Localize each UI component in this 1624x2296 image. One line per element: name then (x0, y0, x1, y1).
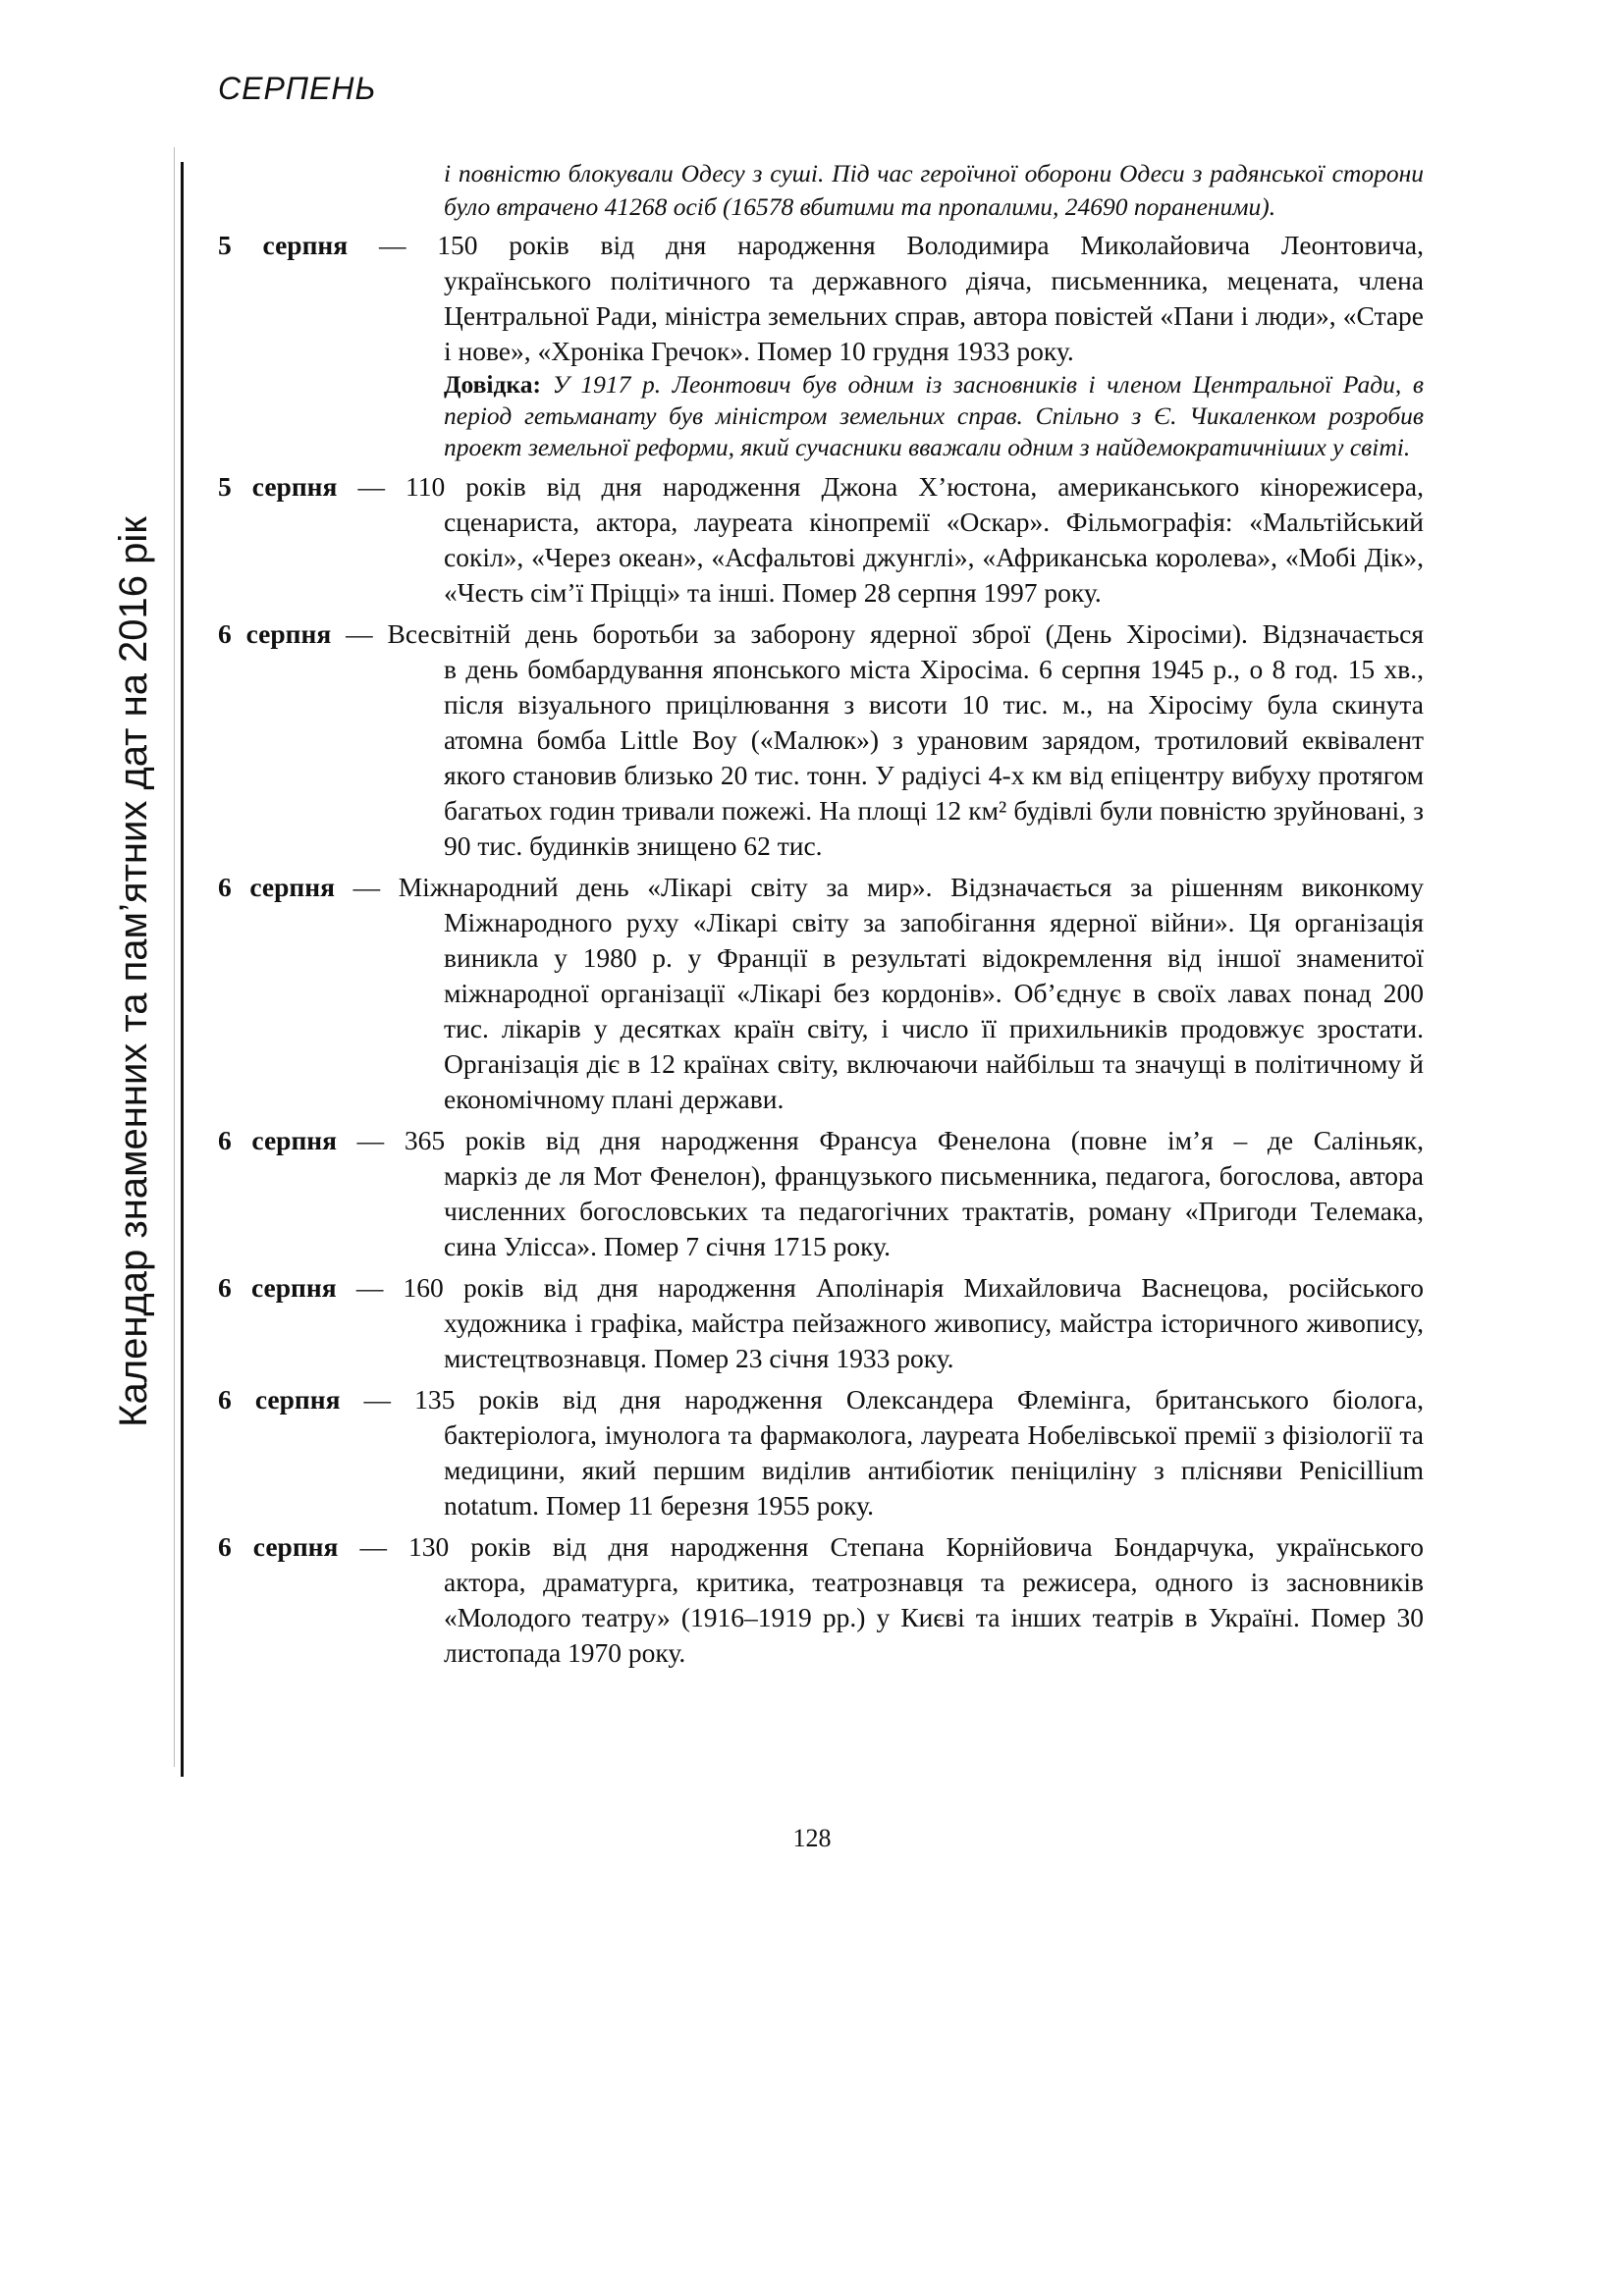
entry-text: бактеріолога, імунолога та фармаколога, лауреата Нобелівської премії з фізіології та медицини, який першим виділив антибіотик пеніциліну з плісняви Penicillium notatum. Помер 11 березня 1955 року. (444, 1419, 1424, 1521)
entry-date: 6 серпня (218, 1125, 338, 1155)
entry-lead: — 130 років від дня народження Степана Корнійовича Бондарчука, українського (359, 1531, 1425, 1562)
calendar-entry (218, 1382, 1424, 1523)
entry-text: актора, драматурга, критика, театрознавця та режисера, одного із засновників «Молодого театру» (1916–1919 рр.) у Києві та інших театрів в Україні. Помер 30 листопада 1970 року. (444, 1567, 1424, 1668)
entry-note (444, 369, 1424, 463)
calendar-entry (218, 1123, 1424, 1264)
entry-date: 6 серпня (218, 618, 332, 649)
section-header: СЕРПЕНЬ (218, 71, 377, 106)
entry-date: 6 серпня (218, 1384, 341, 1415)
calendar-entry (218, 616, 1424, 864)
entry-date: 6 серпня (218, 1272, 337, 1303)
entry-text: маркіз де ля Мот Фенелон), французького письменника, педагога, богослова, автора численних богословських та педагогічних трактатів, роману «Пригоди Телемака, сина Улісса». Помер 7 січня 1715 року. (444, 1160, 1424, 1261)
entry-first-line (218, 228, 1424, 263)
entry-date: 6 серпня (218, 872, 335, 902)
calendar-entry (218, 1270, 1424, 1376)
entry-text: Міжнародного руху «Лікарі світу за запобігання ядерної війни». Ця організація виникла у 1980 р. у Франції в результаті відокремлення від іншої знаменитої міжнародної організації «Лікарі без кордонів». Об’єднує в своїх лавах понад 200 тис. лікарів у десятках країн світу, і число її прихильників продовжує зростати. Організація діє в 12 країнах світу, включаючи найбільш та значущі в політичному й економічному плані держави. (444, 907, 1424, 1114)
entry-date: 5 серпня (218, 471, 338, 502)
entry-first-line (218, 1529, 1424, 1565)
entry-first-line (218, 469, 1424, 505)
entry-date: 6 серпня (218, 1531, 339, 1562)
note-label: Довідка: (444, 370, 541, 399)
entry-lead: — 135 років від дня народження Олександера Флемінга, британського біолога, (363, 1384, 1425, 1415)
entry-text: в день бомбардування японського міста Хіросіма. 6 серпня 1945 р., о 8 год. 15 хв., після візуального прицілювання з висоти 10 тис. м., на Хіросіму була скинута атомна бомба Little Boy («Малюк») з урановим зарядом, тротиловий еквівалент якого становив близько 20 тис. тонн. У радіусі 4-х км від епіцентру вибуху протягом багатьох годин тривали пожежі. На площі 12 км² будівлі були повністю зруйновані, з 90 тис. будинків знищено 62 тис. (444, 654, 1424, 861)
calendar-entry (218, 469, 1424, 611)
entry-first-line (218, 1270, 1424, 1306)
sidebar-rule-thick (181, 162, 184, 1777)
entry-date: 5 серпня (218, 230, 349, 260)
entry-first-line (218, 870, 1424, 905)
entry-text: художника і графіка, майстра пейзажного живопису, майстра історичного живопису, мистецтвознавця. Помер 23 січня 1933 року. (444, 1308, 1424, 1373)
calendar-entry (218, 870, 1424, 1117)
entry-lead: — Всесвітній день боротьби за заборону ядерної зброї (День Хіросіми). Відзначається (346, 618, 1424, 649)
sidebar-title: Календар знаменних та пам’ятних дат на 2016 рік (112, 516, 155, 1427)
entry-lead: — 110 років від дня народження Джона Х’юстона, американського кінорежисера, (357, 471, 1424, 502)
entry-text: українського політичного та державного діяча, письменника, мецената, члена Центральної Ради, міністра земельних справ, автора повістей «Пани і люди», «Старе і нове», «Хроніка Гречок». Помер 10 грудня 1933 року. (444, 265, 1424, 366)
continuation-text: і повністю блокували Одесу з суші. Під час героїчної оборони Одеси з радянської сторони було втрачено 41268 осіб (16578 вбитими та пропалими, 24690 пораненими). (444, 159, 1424, 221)
sidebar-rule-thin (174, 147, 175, 1767)
entry-first-line (218, 616, 1424, 652)
entry-text: сценариста, актора, лауреата кінопремії «Оскар». Фільмографія: «Мальтійський сокіл», «Через океан», «Асфальтові джунглі», «Африканська королева», «Мобі Дік», «Честь сім’ї Пріцці» та інші. Помер 28 серпня 1997 року. (444, 507, 1424, 608)
entry-first-line (218, 1123, 1424, 1158)
calendar-entry (218, 1529, 1424, 1671)
entry-first-line (218, 1382, 1424, 1417)
page-content (218, 157, 1424, 1677)
note-text: У 1917 р. Леонтович був одним із засновників і членом Центральної Ради, в період гетьманату був міністром земельних справ. Спільно з Є. Чикаленком розробив проект земельної реформи, який сучасники вважали одним з найдемократичніших у світі. (444, 370, 1424, 461)
entry-lead: — 160 років від дня народження Аполінарія Михайловича Васнецова, російського (355, 1272, 1425, 1303)
entry-lead: — Міжнародний день «Лікарі світу за мир». Відзначається за рішенням виконкому (352, 872, 1425, 902)
entry-lead: — 150 років від дня народження Володимира Миколайовича Леонтовича, (378, 230, 1425, 260)
page-number: 128 (792, 1824, 832, 1852)
calendar-entry (218, 228, 1424, 463)
entry-lead: — 365 років від дня народження Франсуа Фенелона (повне ім’я – де Саліньяк, (356, 1125, 1425, 1155)
